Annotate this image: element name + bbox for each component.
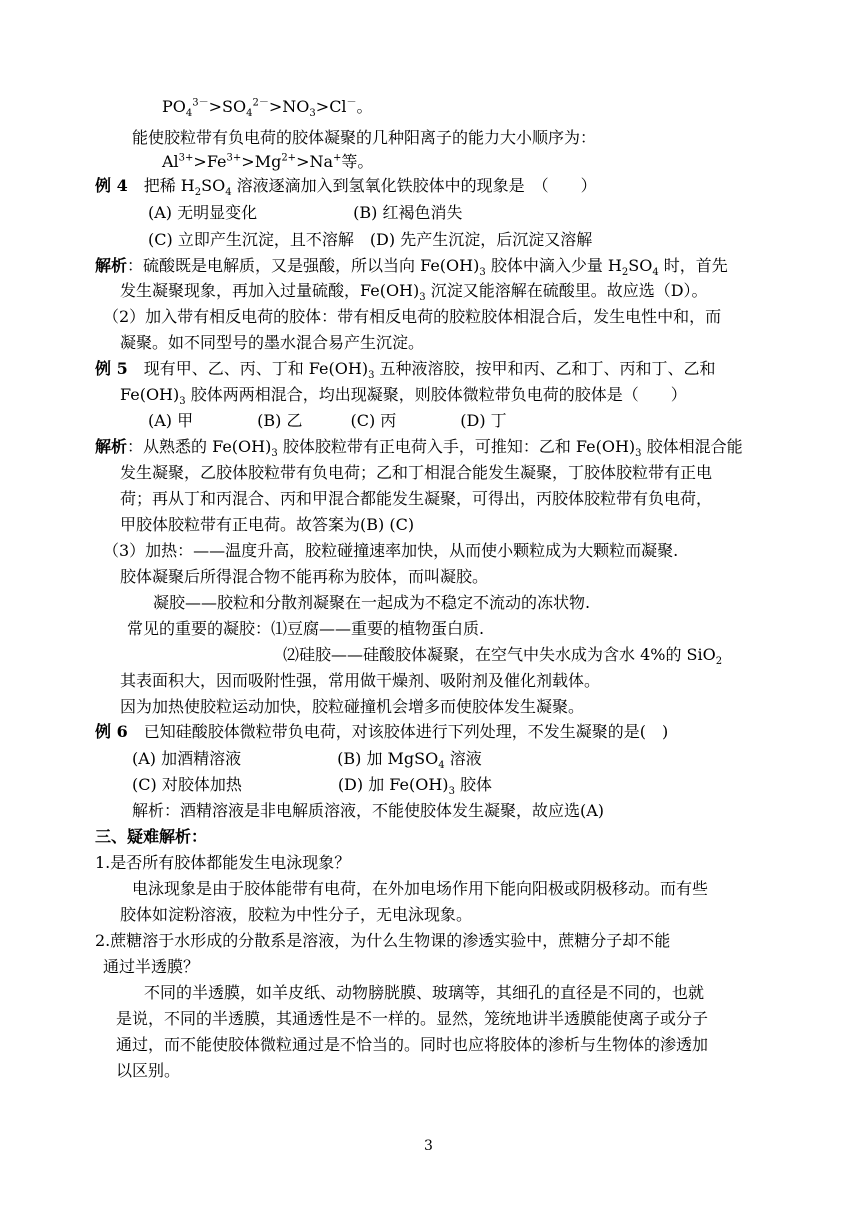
- text-line: 胶体凝聚后所得混合物不能再称为胶体，而叫凝胶。: [120, 567, 489, 586]
- text-line: 其表面积大，因而吸附性强，常用做干燥剂、吸附剂及催化剂载体。: [120, 671, 601, 690]
- text-line: 例 6 已知硅酸胶体微粒带负电荷，对该胶体进行下列处理，不发生凝聚的是( ): [95, 722, 669, 741]
- text-line: 凝胶——胶粒和分散剂凝聚在一起成为不稳定不流动的冻状物.: [153, 593, 591, 612]
- text-line: （3）加热：——温度升高，胶粒碰撞速率加快，从而使小颗粒成为大颗粒而凝聚.: [103, 541, 679, 560]
- text-line: 解析：硫酸既是电解质，又是强酸，所以当向 $Fe(OH)_3$ 胶体中滴入少量 $H_2SO_4$ 时，首先: [95, 256, 728, 279]
- text-line: 通过，而不能使胶体微粒通过是不恰当的。同时也应将胶体的渗析与生物体的渗透加: [116, 1035, 709, 1054]
- text-line: 解析：从熟悉的 $Fe(OH)_3$ 胶体胶粒带有正电荷入手，可推知：乙和 $Fe(OH)_3$ 胶体相混合能: [95, 437, 743, 460]
- text-line: (C) 对胶体加热 (D) 加 $Fe(OH)_3$ 胶体: [132, 775, 493, 798]
- text-line: (A) 无明显变化 (B) 红褐色消失: [148, 203, 463, 222]
- text-line: 通过半透膜？: [103, 957, 200, 976]
- text-line: 常见的重要的凝胶：⑴豆腐——重要的植物蛋白质.: [127, 619, 485, 638]
- text-line: 电泳现象是由于胶体能带有电荷，在外加电场作用下能向阳极或阴极移动。而有些: [132, 879, 709, 898]
- text-line: 2.蔗糖溶于水形成的分散系是溶液，为什么生物课的渗透实验中，蔗糖分子却不能: [95, 931, 671, 950]
- text-line: (C) 立即产生沉淀，且不溶解 (D) 先产生沉淀，后沉淀又溶解: [148, 230, 593, 249]
- text-line: 发生凝聚，乙胶体胶粒带有负电荷；乙和丁相混合能发生凝聚，丁胶体胶粒带有正电: [120, 463, 713, 482]
- text-line: 发生凝聚现象，再加入过量硫酸，$Fe(OH)_3$ 沉淀又能溶解在硫酸里。故应选（D）。: [120, 281, 708, 304]
- page-number: 3: [424, 1138, 433, 1154]
- text-line: 三、疑难解析：: [95, 827, 208, 846]
- text-line: 例 4 把稀 $H_2SO_4$ 溶液逐滴加入到氢氧化铁胶体中的现象是 （ ）: [95, 176, 597, 199]
- text-line: 荷；再从丁和丙混合、丙和甲混合都能发生凝聚，可得出，丙胶体胶粒带有负电荷，: [120, 489, 713, 508]
- text-line: ⑵硅胶——硅酸胶体凝聚，在空气中失水成为含水 4%的 SiO$_2$: [283, 645, 723, 668]
- text-line: 不同的半透膜，如羊皮纸、动物膀胱膜、玻璃等，其细孔的直径是不同的，也就: [144, 983, 705, 1002]
- text-line: 以区别。: [116, 1061, 181, 1080]
- text-line: $Fe(OH)_3$ 胶体两两相混合，均出现凝聚，则胶体微粒带负电荷的胶体是（ ）: [120, 385, 687, 408]
- text-line: 凝聚。如不同型号的墨水混合易产生沉淀。: [120, 333, 425, 352]
- text-line: 能使胶粒带有负电荷的胶体凝聚的几种阳离子的能力大小顺序为：: [132, 128, 597, 147]
- text-line: $PO_4^{3-}>SO_4^{2-}>NO_3>Cl^-$。: [162, 97, 373, 120]
- text-line: 例 5 现有甲、乙、丙、丁和 $Fe(OH)_3$ 五种液溶胶，按甲和丙、乙和丁、丙和丁、乙和: [95, 359, 716, 382]
- text-line: 因为加热使胶粒运动加快，胶粒碰撞机会增多而使胶体发生凝聚。: [120, 697, 585, 716]
- text-line: 是说，不同的半透膜，其通透性是不一样的。显然，笼统地讲半透膜能使离子或分子: [116, 1009, 709, 1028]
- text-line: 1.是否所有胶体都能发生电泳现象？: [95, 853, 351, 872]
- text-line: 甲胶体胶粒带有正电荷。故答案为(B) (C): [120, 515, 415, 534]
- text-line: (A) 甲 (B) 乙 (C) 丙 (D) 丁: [148, 411, 507, 430]
- text-line: 解析：酒精溶液是非电解质溶液，不能使胶体发生凝聚，故应选(A): [132, 801, 605, 820]
- text-line: $Al^{3+}>Fe^{3+}>Mg^{2+}>Na^+$等。: [162, 152, 374, 171]
- text-line: (A) 加酒精溶液 (B) 加 MgSO$_4$ 溶液: [132, 749, 482, 772]
- text-line: 胶体如淀粉溶液，胶粒为中性分子，无电泳现象。: [120, 905, 473, 924]
- text-line: （2）加入带有相反电荷的胶体：带有相反电荷的胶粒胶体相混合后，发生电性中和，而: [103, 307, 722, 326]
